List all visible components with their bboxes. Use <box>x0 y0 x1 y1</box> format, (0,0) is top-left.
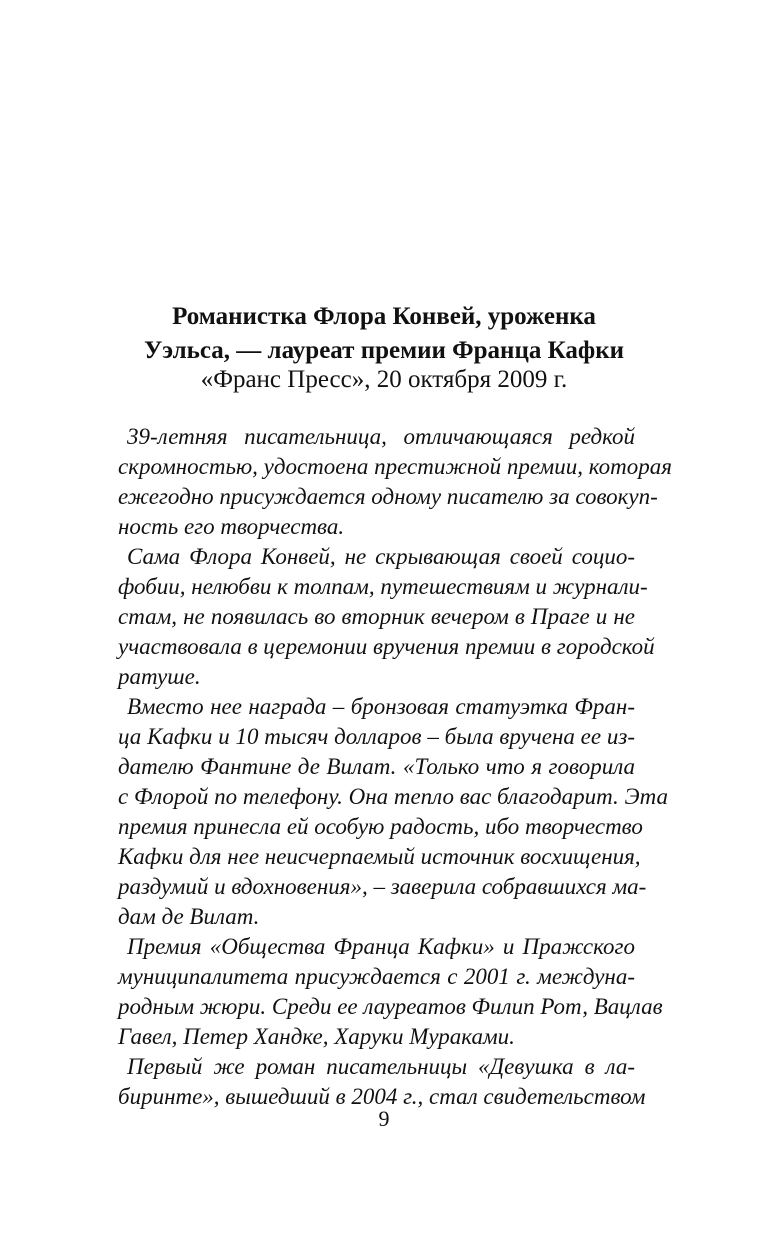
headline-line-1: Романистка Флора Конвей, уроженка <box>172 303 596 330</box>
page-number: 9 <box>378 1106 390 1131</box>
text-line: фобии, нелюбви к толпам, путешествиям и журнали- <box>118 574 648 599</box>
text-line: ца Кафки и 10 тысяч долларов – была вручена ее из- <box>118 724 635 749</box>
text-line: скромностью, удостоена престижной премии, которая <box>118 454 672 479</box>
text-line: с Флорой по телефону. Она тепло вас благодарит. Эта <box>118 784 668 809</box>
text-line: ратуше. <box>118 664 201 689</box>
text-line: дателю Фантине де Вилат. «Только что я говорила <box>118 754 635 779</box>
text-line: премия принесла ей особую радость, ибо творчество <box>118 814 643 839</box>
text-line: Сама Флора Конвей, не скрывающая своей социо- <box>127 544 635 569</box>
text-line: раздумий и вдохновения», – заверила собравшихся ма- <box>118 874 647 899</box>
text-line: родным жюри. Среди ее лауреатов Филип Рот, Вацлав <box>118 994 663 1019</box>
text-line: биринте», вышедший в 2004 г., стал свидетельством <box>118 1084 646 1109</box>
text-line: Кафки для нее неисчерпаемый источник восхищения, <box>118 844 641 869</box>
text-line: ность его творчества. <box>118 514 345 539</box>
text-line: Премия «Общества Франца Кафки» и Пражского <box>127 934 635 959</box>
text-line: дам де Вилат. <box>118 904 260 929</box>
text-line: стам, не появилась во вторник вечером в Праге и не <box>118 604 635 629</box>
headline-line-2: Уэльса, — лауреат премии Франца Кафки <box>143 337 625 364</box>
text-line: Гавел, Петер Хандке, Харуки Мураками. <box>118 1024 515 1049</box>
text-line: муниципалитета присуждается с 2001 г. междуна- <box>118 964 635 989</box>
news-source-dateline: «Франс Пресс», 20 октября 2009 г. <box>200 366 568 393</box>
text-line: Вместо нее награда – бронзовая статуэтка Фран- <box>127 694 635 719</box>
article-body <box>118 422 672 1112</box>
text-line: Первый же роман писательницы «Девушка в ла- <box>127 1054 635 1079</box>
text-line: 39-летняя писательница, отличающаяся редкой <box>127 424 635 449</box>
text-line: ежегодно присуждается одному писателю за совокуп- <box>118 484 658 509</box>
text-line: участвовала в церемонии вручения премии в городской <box>118 634 655 659</box>
